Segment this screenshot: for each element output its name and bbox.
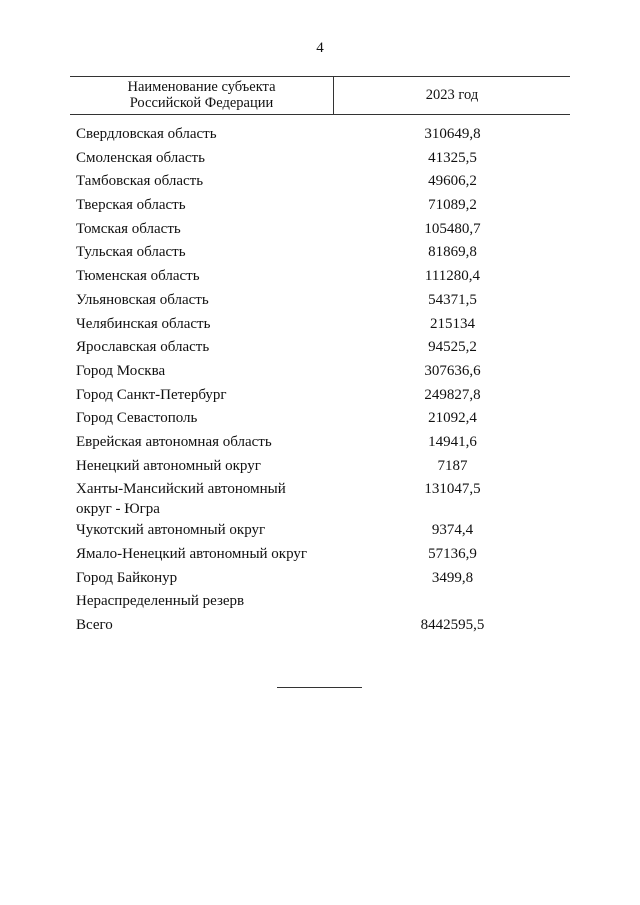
document-end-divider: [277, 687, 362, 688]
row-value: 3499,8: [431, 569, 474, 586]
row-subject-name: Челябинская область: [76, 315, 211, 332]
row-value: 105480,7: [424, 220, 481, 237]
row-subject-name: Ульяновская область: [76, 291, 209, 308]
row-subject-name: Город Москва: [76, 362, 166, 379]
row-value: 57136,9: [428, 546, 477, 562]
row-value: 8442595,5: [420, 617, 485, 634]
row-value: 7187: [437, 457, 468, 474]
table-row: [0, 171, 640, 195]
row-subject-name: Город Санкт-Петербург: [76, 386, 227, 403]
row-value: 71089,2: [428, 197, 477, 214]
row-subject-name: Томская область: [76, 220, 181, 237]
row-value: 307636,6: [424, 362, 481, 379]
row-subject-name-line2: округ - Югра: [76, 501, 160, 518]
row-subject-name: Город Байконур: [76, 569, 178, 586]
row-subject-name: Нераспределенный резерв: [76, 593, 245, 610]
row-subject-name: Тульская область: [76, 244, 186, 261]
row-subject-name: Город Севастополь: [76, 410, 198, 427]
table-row: [0, 591, 640, 615]
row-subject-name: Ямало-Ненецкий автономный округ: [76, 546, 308, 562]
row-value: 41325,5: [428, 149, 477, 166]
row-value: 21092,4: [428, 410, 477, 427]
row-value: 81869,8: [428, 244, 477, 261]
table-row: [0, 266, 640, 290]
row-value: 54371,5: [428, 291, 477, 308]
table-row: [0, 242, 640, 266]
row-subject-name: Еврейская автономная область: [76, 433, 272, 450]
row-subject-name: Ненецкий автономный округ: [76, 457, 261, 474]
row-subject-name-line1: Ханты-Мансийский автономный: [76, 481, 286, 498]
row-value: 14941,6: [428, 433, 477, 450]
table-row: [0, 148, 640, 172]
table-row: [0, 408, 640, 432]
row-value: 9374,4: [431, 522, 474, 539]
row-subject-name: Тамбовская область: [76, 173, 204, 190]
table-row: [0, 456, 640, 480]
table-row: [0, 385, 640, 409]
table-row-total: [0, 615, 640, 639]
column-header-subject-line1: Наименование субъекта: [127, 79, 276, 95]
row-subject-name: Всего: [76, 617, 113, 634]
table-body: [0, 124, 640, 639]
row-value: 94525,2: [428, 339, 477, 356]
table-row: [0, 361, 640, 385]
column-header-year: 2023 год: [425, 87, 479, 103]
row-subject-name: Свердловская область: [76, 126, 217, 142]
row-subject-name: Ярославская область: [76, 339, 210, 356]
row-subject-name: Тверская область: [76, 197, 186, 214]
row-value: 49606,2: [428, 173, 477, 190]
row-subject-name: [76, 479, 326, 519]
table-row: [0, 314, 640, 338]
column-header-subject-line2: Российской Федерации: [129, 95, 274, 111]
table-row: [0, 337, 640, 361]
row-value: 249827,8: [424, 386, 481, 403]
row-subject-name: Смоленская область: [76, 149, 205, 166]
table-row: [0, 520, 640, 544]
row-value: 111280,4: [424, 268, 481, 285]
row-subject-name: Чукотский автономный округ: [76, 522, 266, 539]
page-number: 4: [316, 40, 324, 56]
table-row: [0, 124, 640, 148]
table-header: [70, 76, 570, 115]
table-row: [0, 432, 640, 456]
table-row: [0, 544, 640, 568]
row-value: 131047,5: [424, 481, 481, 498]
table-row: [0, 219, 640, 243]
row-value: 310649,8: [424, 126, 481, 142]
table-row: [0, 290, 640, 314]
column-header-subject: [70, 77, 334, 114]
row-value: 215134: [430, 315, 475, 332]
table-row: [0, 479, 640, 520]
row-subject-name: Тюменская область: [76, 268, 200, 285]
table-row: [0, 568, 640, 592]
table-row: [0, 195, 640, 219]
